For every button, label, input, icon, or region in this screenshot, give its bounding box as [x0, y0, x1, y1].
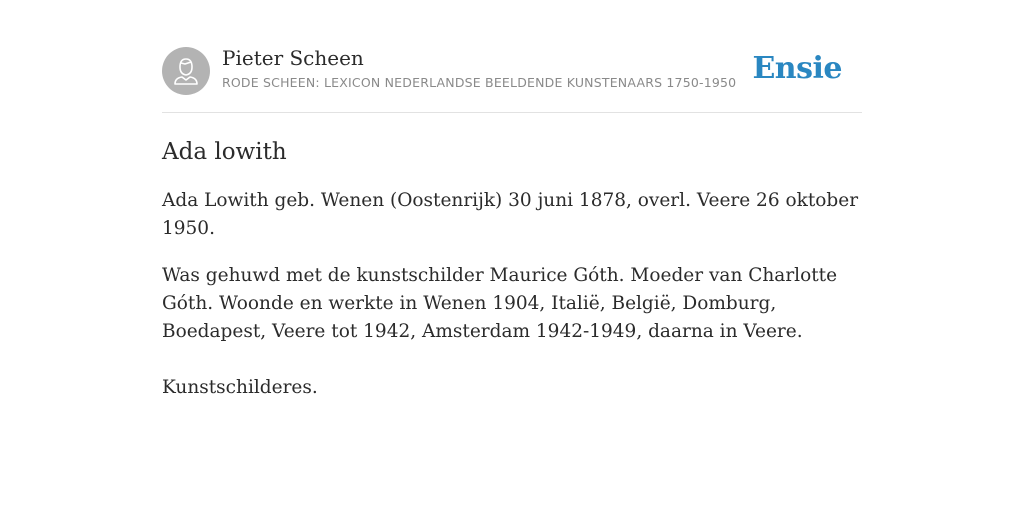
article-page — [162, 0, 862, 402]
author-name[interactable]: Pieter Scheen — [222, 46, 364, 70]
article-paragraph: Ada Lowith geb. Wenen (Oostenrijk) 30 juni 1878, overl. Veere 26 oktober 1950. — [162, 190, 859, 239]
article-paragraph: Kunstschilderes. — [162, 377, 318, 398]
source-title[interactable]: RODE SCHEEN: LEXICON NEDERLANDSE BEELDENDE KUNSTENAARS 1750-1950 — [222, 75, 737, 90]
article-header — [162, 0, 862, 113]
page-title: Ada lowith — [162, 139, 287, 165]
article-paragraph: Was gehuwd met de kunstschilder Maurice Góth. Moeder van Charlotte Góth. Woonde en werkte in Wenen 1904, Italië, België, Domburg, Boedapest, Veere tot 1942, Amsterdam 1942-1949, daarna in Veere. — [162, 265, 838, 342]
user-icon — [162, 47, 210, 95]
ensie-logo[interactable]: Ensie — [752, 51, 842, 86]
avatar[interactable] — [162, 47, 210, 95]
